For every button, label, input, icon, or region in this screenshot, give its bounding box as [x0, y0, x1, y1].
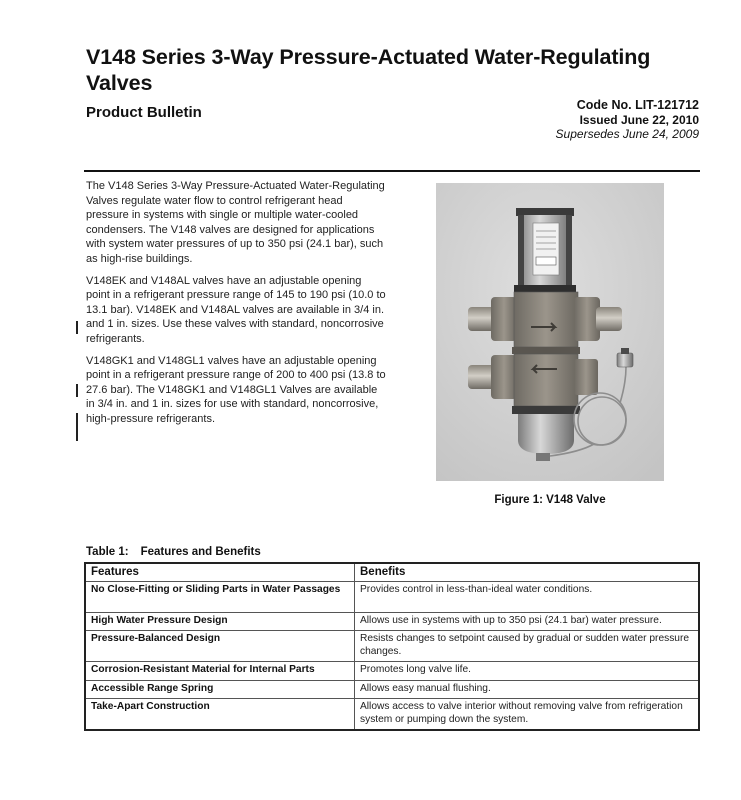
intro-text-column — [86, 179, 386, 434]
revision-change-bar — [76, 384, 78, 397]
benefit-cell: Promotes long valve life. — [355, 662, 700, 681]
table-row — [85, 699, 699, 731]
table-row — [85, 662, 699, 681]
benefit-cell: Allows use in systems with up to 350 psi (24.1 bar) water pressure. — [355, 612, 700, 631]
features-benefits-table — [84, 562, 700, 731]
capillary-fitting — [536, 453, 550, 461]
document-meta — [556, 98, 699, 142]
paragraph-gk1-gl1-valves: V148GK1 and V148GL1 valves have an adjustable opening point in a refrigerant pressure range of 200 to 400 psi (13.8 to 27.6 bar). The V148GK1 and V148GL1 Valves are available in 3/4 in. and 1 in. sizes for use with standard, noncorrosive, high-pressure refrigerants. — [86, 354, 386, 425]
actuator-housing — [514, 208, 576, 292]
valve-photo — [436, 183, 664, 481]
bottom-flange — [512, 406, 580, 414]
paragraph-overview: The V148 Series 3-Way Pressure-Actuated Water-Regulating Valves regulate water flow to control refrigerant head pressure in systems with single or multiple water-cooled condensers. The V148 valves are designed for applications with system water pressures of up to 350 psi (24.1 bar), such as high-rise buildings. — [86, 180, 385, 265]
benefit-cell: Resists changes to setpoint caused by gradual or sudden water pressure changes. — [355, 631, 700, 662]
paragraph-ek-al-valves: V148EK and V148AL valves have an adjustable opening point in a refrigerant pressure range of 145 to 190 psi (10.0 to 13.1 bar). V148EK and V148AL valves are available in 3/4 in. and 1 in. sizes. Use these valves with standard, noncorrosive refrigerants. — [86, 274, 386, 345]
feature-cell: High Water Pressure Design — [85, 612, 355, 631]
header-features: Features — [85, 563, 355, 581]
header-benefits: Benefits — [355, 563, 700, 581]
table-header-row — [85, 563, 699, 581]
supersedes-date: Supersedes June 24, 2009 — [555, 127, 699, 141]
header-divider — [84, 170, 700, 172]
revision-change-bar — [76, 413, 78, 441]
issued-date: Issued June 22, 2010 — [579, 112, 699, 127]
benefit-cell: Allows access to valve interior without removing valve from refrigeration system or pumping down the system. — [355, 699, 700, 731]
document-title: V148 Series 3-Way Pressure-Actuated Water-Regulating Valves — [86, 45, 651, 95]
revision-change-bar — [76, 321, 78, 334]
benefit-cell: Provides control in less-than-ideal water conditions. — [355, 581, 700, 612]
table-caption — [86, 546, 261, 558]
document-subtitle: Product Bulletin — [86, 104, 202, 121]
table-number: Table 1: — [86, 546, 129, 558]
table-row — [85, 612, 699, 631]
table-row — [85, 680, 699, 699]
sensing-bulb — [617, 353, 633, 367]
feature-cell: Accessible Range Spring — [85, 680, 355, 699]
feature-cell: Pressure-Balanced Design — [85, 631, 355, 662]
table-row — [85, 581, 699, 612]
feature-cell: Corrosion-Resistant Material for Internal Parts — [85, 662, 355, 681]
sensing-bulb-cap — [621, 348, 629, 354]
valve-illustration — [436, 183, 664, 481]
code-number: Code No. LIT-121712 — [576, 98, 699, 112]
bellows-can — [518, 414, 574, 454]
figure-caption: Figure 1: V148 Valve — [494, 494, 606, 506]
table-title: Features and Benefits — [140, 546, 261, 558]
feature-cell: Take-Apart Construction — [85, 699, 355, 731]
body-flange — [512, 347, 580, 354]
feature-cell: No Close-Fitting or Sliding Parts in Water Passages — [85, 581, 355, 612]
table-row — [85, 631, 699, 662]
benefit-cell: Allows easy manual flushing. — [355, 680, 700, 699]
